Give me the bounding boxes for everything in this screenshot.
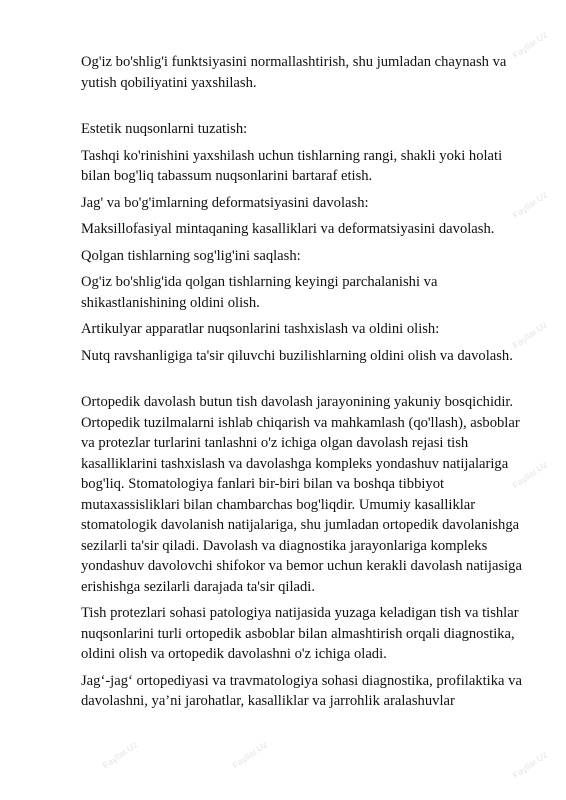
paragraph: Tish protezlari sohasi patologiya natijasida yuzaga keladigan tish va tishlar nuqsonlarini turli ortopedik asboblar bilan almashtirish orqali diagnostika, oldini olish va ortopedik davolashni o'z ichiga oladi.	[81, 605, 519, 662]
paragraph: Ortopedik davolash butun tish davolash jarayonining yakuniy bosqichidir. Ortopedik tuzilmalarni ishlab chiqarish va mahkamlash (qo'llash), asboblar va protezlar turlarini tanlashni o'z ichiga olgan davolash rejasi tish kasalliklarini tashxislash va davolashga kompleks yondashuv natijalariga bog'liq. Stomatologiya fanlari bir-biri bilan va boshqa tibbiyot mutaxassisliklari bilan chambarchas bog'liqdir. Umumiy kasalliklar stomatologik davolanish natijalariga, shu jumladan ortopedik davolanishga sezilarli ta'sir qiladi. Davolash va diagnostika jarayonlariga kompleks yondashuv davolovchi shifokor va bemor uchun kerakli davolash natijasiga erishishga sezilarli darajada ta'sir qiladi.	[81, 394, 522, 595]
paragraph: Og'iz bo'shlig'ida qolgan tishlarning keyingi parchalanishi va shikastlanishining oldini olish.	[81, 274, 438, 311]
paragraph: Nutq ravshanligiga ta'sir qiluvchi buzilishlarning oldini olish va davolash.	[81, 347, 513, 364]
watermark-text: Fayllar.Uz	[100, 739, 140, 771]
watermark-text: Fayllar.Uz	[510, 749, 550, 781]
section-heading: Artikulyar apparatlar nuqsonlarini tashxislash va oldini olish:	[81, 321, 440, 337]
watermark-text: Fayllar.Uz	[510, 459, 550, 491]
section-heading: Qolgan tishlarning sog'lig'ini saqlash:	[81, 247, 301, 264]
paragraph: Og'iz bo'shlig'i funktsiyasini normallashtirish, shu jumladan chaynash va yutish qobiliyatini yaxshilash.	[81, 54, 507, 91]
paragraph: Maksillofasiyal mintaqaning kasalliklari va deformatsiyasini davolash.	[81, 221, 495, 237]
section-heading: Estetik nuqsonlarni tuzatish:	[81, 121, 248, 137]
watermark-text: Fayllar.Uz	[510, 29, 550, 61]
paragraph: Tashqi ko'rinishini yaxshilash uchun tishlarning rangi, shakli yoki holati bilan bog'liq tabassum nuqsonlarini bartaraf etish.	[81, 147, 503, 184]
watermark-text: Fayllar.Uz	[230, 739, 270, 771]
section-heading: Jag' va bo'g'imlarning deformatsiyasini davolash:	[81, 194, 369, 211]
paragraph: Jag‘-jag‘ ortopediyasi va travmatologiya sohasi diagnostika, profilaktika va davolashni, ya’ni jarohatlar, kasalliklar va jarrohlik aralashuvlar	[81, 672, 522, 709]
document-page	[81, 52, 533, 718]
watermark-text: Fayllar.Uz	[510, 319, 550, 351]
watermark-text: Fayllar.Uz	[510, 189, 550, 221]
